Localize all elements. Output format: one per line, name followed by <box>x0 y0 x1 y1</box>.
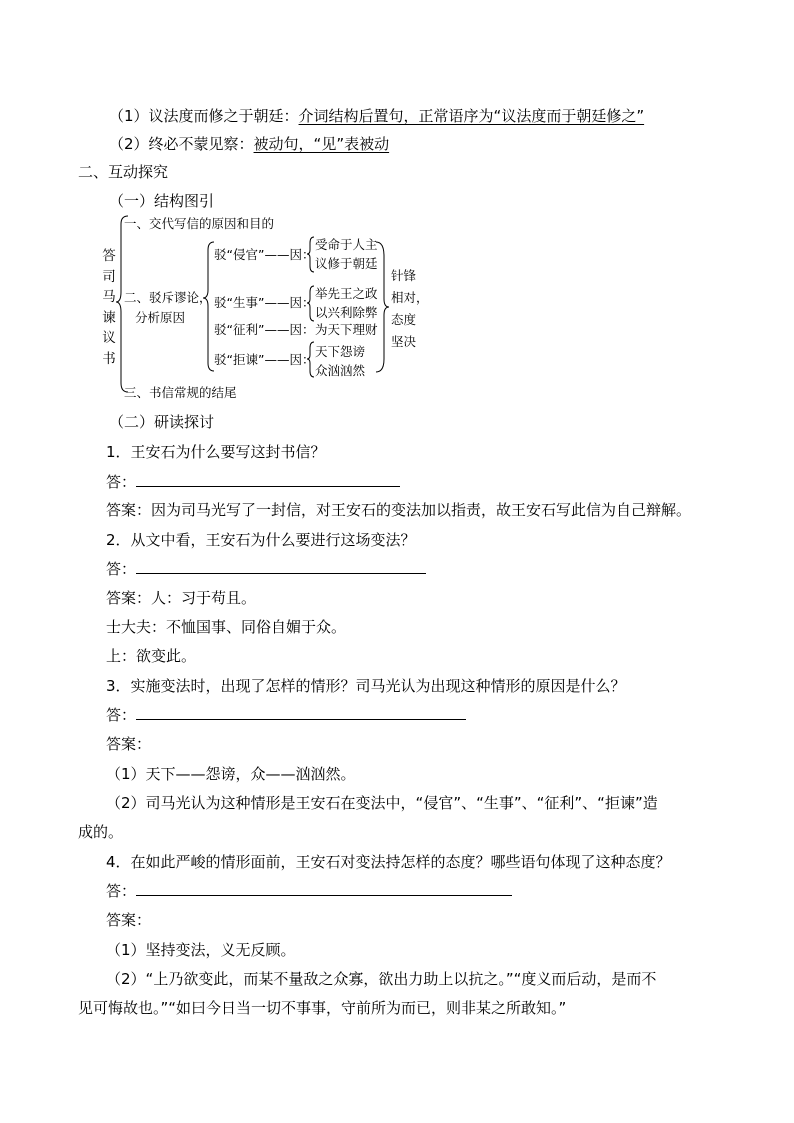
diagram-reason: 受命于人主 <box>315 237 378 252</box>
answer-2-line: 上：欲变此。 <box>106 647 197 665</box>
answer-4-point-1: （1）坚持变法，义无反顾。 <box>106 941 296 959</box>
diagram-reason: 以兴利除弊 <box>315 305 378 320</box>
answer-prefix: 答： <box>106 706 137 724</box>
answer-2-line: 答案：人：习于苟且。 <box>106 589 257 607</box>
answer-blank-2[interactable] <box>136 559 426 574</box>
subsection-discussion: （二）研读探讨 <box>109 413 215 431</box>
diagram-reason: 议修于朝廷 <box>315 256 378 271</box>
diagram-branch-1: 一、交代写信的原因和目的 <box>124 216 275 231</box>
diagram-item-qinguan: 驳“侵官”——因： <box>214 247 315 262</box>
note-1-label: （1）议法度而修之于朝廷： <box>109 107 299 125</box>
diagram-root: 答司马谏议书 <box>102 248 116 367</box>
question-2: 2．从文中看，王安石为什么要进行这场变法？ <box>106 531 416 549</box>
diagram-branch-2b: 分析原因 <box>135 310 186 325</box>
diagram-conclusion: 相对， <box>391 290 429 305</box>
answer-line-3 <box>106 705 466 725</box>
answer-prefix: 答： <box>106 882 137 900</box>
subsection-structure: （一）结构图引 <box>109 192 215 210</box>
conclusion-brace <box>376 242 389 372</box>
answer-blank-4[interactable] <box>136 881 512 896</box>
answer-3-head: 答案： <box>106 735 152 753</box>
diagram-conclusion: 针锋 <box>391 268 417 283</box>
answer-prefix: 答： <box>106 560 137 578</box>
diagram-reason: 众汹汹然 <box>315 363 366 378</box>
note-2-answer: 被动句，“见”表被动 <box>253 135 390 153</box>
answer-line-4 <box>106 881 512 901</box>
answer-1: 答案：因为司马光写了一封信，对王安石的变法加以指责，故王安石写此信为自己辩解。 <box>106 501 692 519</box>
branch2-brace <box>203 242 214 371</box>
answer-prefix: 答： <box>106 473 137 491</box>
diagram-conclusion: 态度 <box>391 312 417 327</box>
diagram-reason: 举先王之政 <box>315 286 378 301</box>
diagram-item-jujian: 驳“拒谏”——因： <box>214 352 315 367</box>
diagram-branch-2a: 二、驳斥谬论， <box>124 290 212 305</box>
question-1: 1．王安石为什么要写这封书信？ <box>106 443 326 461</box>
diagram-reason: 为天下理财 <box>315 322 378 337</box>
diagram-conclusion: 坚决 <box>391 334 417 349</box>
diagram-reason: 天下怨谤 <box>315 344 366 359</box>
diagram-item-shengshi: 驳“生事”——因： <box>214 295 315 310</box>
answer-blank-3[interactable] <box>136 705 466 720</box>
question-4: 4．在如此严峻的情形面前，王安石对变法持怎样的态度？哪些语句体现了这种态度？ <box>106 853 671 871</box>
answer-2-line: 士大夫：不恤国事、同俗自媚于众。 <box>106 618 347 636</box>
answer-line-1 <box>106 472 400 492</box>
diagram-branch-3: 三、书信常规的结尾 <box>124 385 237 400</box>
diagram-item-zhengli: 驳“征利”——因： <box>214 322 315 337</box>
answer-3-point-2-cont: 成的。 <box>78 823 124 841</box>
answer-blank-1[interactable] <box>136 472 400 487</box>
note-1-answer: 介词结构后置句，正常语序为“议法度而于朝廷修之” <box>298 107 645 125</box>
question-3: 3．实施变法时，出现了怎样的情形？司马光认为出现这种情形的原因是什么？ <box>106 677 626 695</box>
section-heading: 二、互动探究 <box>78 163 169 181</box>
answer-line-2 <box>106 559 426 579</box>
note-2-label: （2）终必不蒙见察： <box>109 135 254 153</box>
answer-4-point-2: （2）“上乃欲变此，而某不量敌之众寡，欲出力助上以抗之。”“度义而后动，是而不 <box>106 970 657 988</box>
answer-4-head: 答案： <box>106 911 152 929</box>
answer-4-point-2-cont: 见可悔故也。”“如曰今日当一切不事事，守前所为而已，则非某之所敢知。” <box>78 999 567 1017</box>
answer-3-point-2: （2）司马光认为这种情形是王安石在变法中，“侵官”、“生事”、“征利”、“拒谏”造 <box>106 794 658 812</box>
answer-3-point-1: （1）天下——怨谤，众——汹汹然。 <box>106 765 356 783</box>
